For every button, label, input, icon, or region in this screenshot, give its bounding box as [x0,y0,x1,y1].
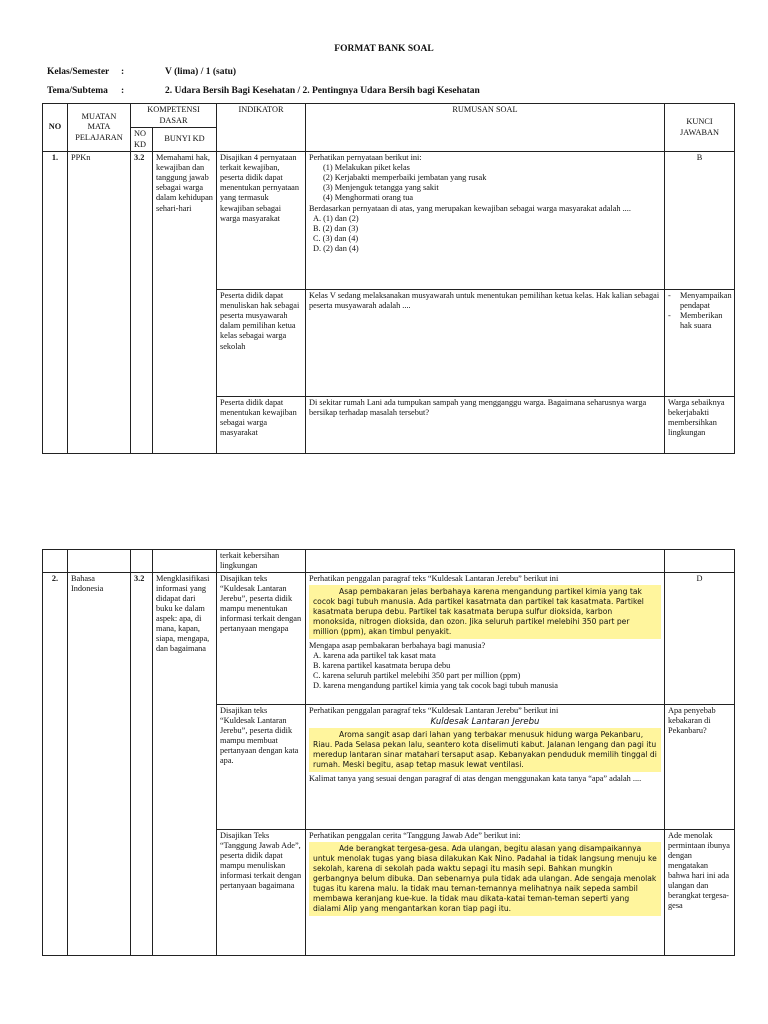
kunci-list [668,291,731,331]
bunyi-kd-cell: Mengklasifikasi informasi yang didapat dari buku ke dalam aspek: apa, di mana, kapan, siapa, mengapa, dan bagaimana [153,572,217,955]
question-text: Kalimat tanya yang sesuai dengan paragraf di atas dengan menggunakan kata tanya “apa” adalah .... [309,774,642,784]
list-item: - Menyampaikan pendapat [668,291,731,311]
tema-separator: : [121,86,125,96]
document-title: FORMAT BANK SOAL [334,44,434,54]
empty-cell [306,550,665,573]
header-bunyi-kd: BUNYI KD [153,128,217,152]
question-intro: Perhatikan pernyataan berikut ini: [309,153,422,162]
empty-cell [68,550,131,573]
muatan-cell: Bahasa Indonesia [68,572,131,955]
empty-cell [43,550,68,573]
option-c: C. (3) dan (4) [313,233,359,243]
empty-cell [153,550,217,573]
indikator-cell: Peserta didik dapat menuliskan hak sebagai peserta musyawarah dalam pemilihan ketua kelas sebagai warga sekolah [217,290,306,397]
rumusan-cell [306,704,665,829]
kunci-cell: B [665,152,735,290]
row-number: 2. [43,572,68,955]
highlighted-passage: Ade berangkat tergesa-gesa. Ada ulangan, begitu alasan yang disampaikannya untuk menolak tugas yang biasa dilakukan Kak Nino. Padahal ia tidak langsung menuju ke sekolah, karena di sekolah pada waktu sepagi itu masih sepi. Bahkan mungkin gerbangnya belum dibuka. Dan sebenarnya pula tidak ada ulangan. Ade sengaja menolak tugas itu karena malu. Ia tidak mau teman-temannya melihatnya naik sepeda sambil membawa keranjang kue-kue. Ia tidak mau dikata-katai teman-teman seperti yang dialami Alip yang mengantarkan koran tiap pagi itu. [309,842,661,916]
option-b: B. karena partikel kasatmata berupa debu [313,660,451,670]
kunci-cell [665,290,735,397]
no-kd-cell: 3.2 [131,152,153,454]
indikator-cell: Disajikan teks “Kuldesak Lantaran Jerebu”, peserta didik mampu membuat pertanyaan dengan kata apa. [217,704,306,829]
kelas-label: Kelas/Semester [47,67,110,77]
header-no: NO [43,104,68,152]
indikator-cell: Disajikan teks “Kuldesak Lantaran Jerebu”, peserta didik mampu menentukan informasi terkait dengan pertanyaan mengapa [217,572,306,704]
question-text: Berdasarkan pernyataan di atas, yang merupakan kewajiban sebagai warga masyarakat adalah .... [309,203,631,213]
option-d: D. karena mengandung partikel kimia yang tak cocok bagi tubuh manusia [313,681,558,691]
kunci-cell: Warga sebaiknya bekerjabakti membersihkan lingkungan [665,397,735,454]
header-indikator: INDIKATOR [217,104,306,152]
kelas-value: V (lima) / 1 (satu) [165,67,237,77]
question-text: Mengapa asap pembakaran berbahaya bagi manusia? [309,640,486,650]
kelas-separator: : [121,67,125,77]
option-a: A. karena ada partikel tak kasat mata [313,650,436,660]
highlighted-passage: Aroma sangit asap dari lahan yang terbakar menusuk hidung warga Pekanbaru, Riau. Pada Selasa pekan lalu, seantero kota diselimuti kabut. Jalanan lengang dan pagi itu meredup lantaran sinar matahari tersaput asap. Kebanyakan penduduk memilih tinggal di rumah. Meski begitu, asap tetap masuk lewat ventilasi. [309,728,661,772]
empty-cell [665,550,735,573]
header-rumusan: RUMUSAN SOAL [306,104,665,152]
indikator-cell: terkait kebersihan lingkungan [217,550,306,573]
table-row [43,550,735,573]
question-table-1 [42,103,735,454]
header-muatan: MUATAN MATA PELAJARAN [68,104,131,152]
indikator-cell: Disajikan 4 pernyataan terkait kewajiban, peserta didik dapat menentukan pernyataan yang termasuk kewajiban sebagai warga masyarakat [217,152,306,290]
table-row [43,152,735,290]
statement-list [309,163,661,203]
kunci-cell: Ade menolak permintaan ibunya dengan mengatakan bahwa hari ini ada ulangan dan berangkat tergesa-gesa [665,829,735,955]
tema-label: Tema/Subtema [47,86,108,96]
question-intro: Perhatikan penggalan paragraf teks “Kuldesak Lantaran Jerebu” berikut ini [309,705,559,715]
table-row [43,572,735,704]
passage-title: Kuldesak Lantaran Jerebu [430,716,540,727]
option-list [309,651,661,691]
rumusan-cell [306,572,665,704]
list-item: (2) Kerjabakti memperbaiki jembatan yang rusak [323,173,487,183]
option-list [309,214,661,254]
muatan-cell: PPKn [68,152,131,454]
no-kd-cell: 3.2 [131,572,153,955]
option-d: D. (2) dan (4) [313,243,359,253]
list-item: - Memberikan hak suara [668,311,731,331]
bunyi-kd-cell: Memahami hak, kewajiban dan tanggung jawab sebagai warga dalam kehidupan sehari-hari [153,152,217,454]
rumusan-cell [306,152,665,290]
question-intro: Perhatikan penggalan paragraf teks “Kuldesak Lantaran Jerebu” berikut ini [309,573,559,583]
rumusan-cell: Kelas V sedang melaksanakan musyawarah untuk menentukan pemilihan ketua kelas. Hak kalian sebagai peserta musyawarah adalah .... [306,290,665,397]
kunci-cell: D [665,572,735,704]
tema-value: 2. Udara Bersih Bagi Kesehatan / 2. Pentingnya Udara Bersih bagi Kesehatan [165,86,480,96]
question-table-2 [42,549,735,956]
question-intro: Perhatikan penggalan cerita “Tanggung Jawab Ade” berikut ini: [309,830,521,840]
header-kunci: KUNCI JAWABAN [665,104,735,152]
list-item: (3) Menjenguk tetangga yang sakit [323,183,439,193]
highlighted-passage: Asap pembakaran jelas berbahaya karena mengandung partikel kimia yang tak cocok bagi tubuh manusia. Ada partikel kasatmata dan partikel tak kasatmata. Partikel kasatmata berupa debu. Partikel tak kasatmata berupa sulfur dioksida, karbon monoksida, nitrogen dioksida, dan ozon. Jika seluruh partikel melebihi 350 part per million (ppm), akan timbul penyakit. [309,585,661,639]
list-item: (4) Menghormati orang tua [323,193,414,203]
option-c: C. karena seluruh partikel melebihi 350 part per million (ppm) [313,671,521,681]
list-item: (1) Melakukan piket kelas [323,163,410,173]
rumusan-cell [306,829,665,955]
header-no-kd: NO KD [131,128,153,152]
rumusan-cell: Di sekitar rumah Lani ada tumpukan sampah yang mengganggu warga. Bagaimana seharusnya warga bersikap terhadap masalah tersebut? [306,397,665,454]
option-b: B. (2) dan (3) [313,223,359,233]
indikator-cell: Peserta didik dapat menentukan kewajiban sebagai warga masyarakat [217,397,306,454]
indikator-cell: Disajikan Teks “Tanggung Jawab Ade”, peserta didik dapat mampu menuliskan informasi terkait dengan pertanyaan bagaimana [217,829,306,955]
empty-cell [131,550,153,573]
header-row [43,104,735,128]
option-a: A. (1) dan (2) [313,213,359,223]
header-kompetensi: KOMPETENSI DASAR [131,104,217,128]
row-number: 1. [43,152,68,454]
kunci-cell: Apa penyebab kebakaran di Pekanbaru? [665,704,735,829]
